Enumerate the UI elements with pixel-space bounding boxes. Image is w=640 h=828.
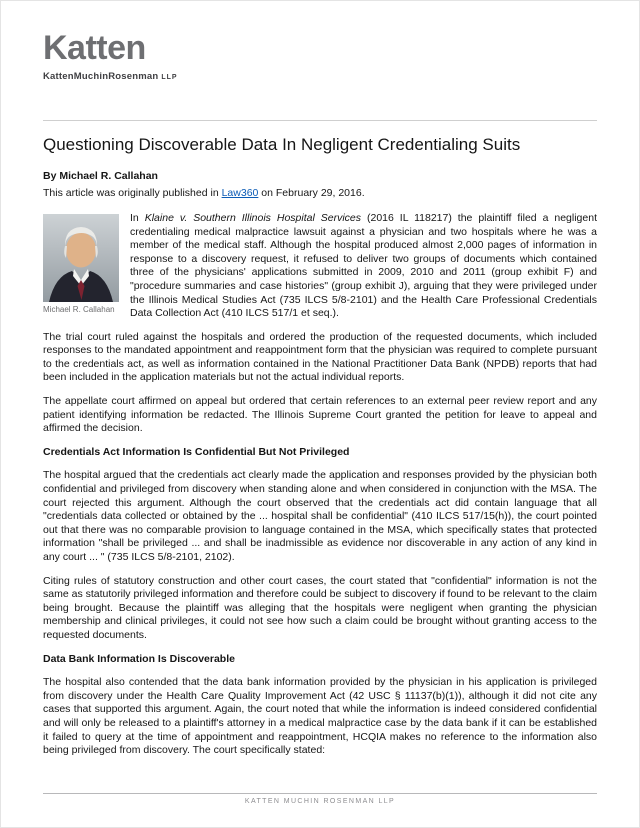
header-divider xyxy=(43,120,597,121)
case-citation: Klaine v. Southern Illinois Hospital Services xyxy=(144,211,362,224)
intro-lead: In xyxy=(130,211,145,224)
katten-logo: Katten xyxy=(43,29,146,67)
law360-link[interactable]: Law360 xyxy=(221,186,259,199)
publication-prefix: This article was originally published in xyxy=(43,186,222,199)
section-heading-data-bank: Data Bank Information Is Discoverable xyxy=(43,652,235,665)
footer-divider xyxy=(43,793,597,794)
paragraph-appellate-court: The appellate court affirmed on appeal but ordered that certain references to an external peer review report and any patient identifying information be redacted. The Illinois Supreme Court granted the petition for leave to appeal and affirmed the decision. xyxy=(43,395,597,435)
paragraph-credentials-argument: The hospital argued that the credentials act clearly made the application and responses provided by the physician both confidential and privileged from discovery when standing alone and when considered in conjunction with the MSA. The court rejected this argument. Although the court observed that the credentials act did contain language that all "credentials data collected or obtained by the ... hospital shall be confidential" (410 ILCS 517/15(h)), the court pointed out that there was no comparable provision to language contained in the MSA, which specifically states that protected information "shall be privileged ... and shall be inadmissible as evidence nor discoverable in any action of any kind in any court ... " (735 ILCS 5/8-2101, 2102). xyxy=(43,469,597,563)
katten-logo-subtext xyxy=(43,71,597,82)
author-photo xyxy=(43,214,119,302)
logo-firm-name: KattenMuchinRosenman xyxy=(43,70,159,82)
header xyxy=(43,31,597,82)
publication-note xyxy=(43,187,597,199)
footer-firm-name: KATTEN MUCHIN ROSENMAN LLP xyxy=(244,798,396,805)
paragraph-trial-court: The trial court ruled against the hospitals and ordered the production of the requested documents, which included responses to the mandated appointment and reappointment form that the physician was required to complete pursuant to the credentials act, as well as information contained in the National Practitioner Data Bank (NPDB) reports that had been included in the application materials but not the actual individual reports. xyxy=(43,330,597,384)
paragraph-data-bank: The hospital also contended that the data bank information provided by the physician in his application is privileged from discovery under the Health Care Quality Improvement Act (42 USC § 11137(b)(1)), although it did not cite any cases that supported this argument. Again, the court noted that while the information is indeed considered confidential and will only be released to a plaintiff's attorney in a medical malpractice case by the data bank if it can be established it failed to query at the time of appointment and reappointment, HCQIA makes no reference to the information also being privileged from discovery. The court specifically stated: xyxy=(43,676,597,757)
article-body xyxy=(43,212,597,758)
byline: By Michael R. Callahan xyxy=(43,169,158,182)
publication-suffix: on February 29, 2016. xyxy=(258,186,365,199)
intro-rest: (2016 IL 118217) the plaintiff filed a negligent credentialing medical malpractice lawsuit against a physician and two hospitals where he was a member of the medical staff. Although the hospital produced almost 2,000 pages of information in response to a discovery request, it refused to deliver two groups of documents which contained three of the physicians' applications submitted in 2009, 2010 and 2011 (group exhibit F) and "procedure summaries and case histories" (group exhibit J), arguing that they were privileged under the Illinois Medical Studies Act (735 ILCS 5/8-2101) and the Health Care Professional Credentials Data Collection Act (410 ILCS 517/1 et seq.). xyxy=(130,211,597,320)
author-photo-block xyxy=(43,214,119,314)
paragraph-intro xyxy=(43,212,597,321)
section-heading-credentials-act: Credentials Act Information Is Confidential But Not Privileged xyxy=(43,445,350,458)
paragraph-statutory-construction: Citing rules of statutory construction and other court cases, the court stated that "confidential" information is not the same as statutorily privileged information and therefore could be subject to discovery if found to be relevant to the claim being brought. Because the plaintiff was alleging that the hospitals were negligent when granting the physician membership and clinical privileges, it could not see how such a claim could be brought without granting access to the requested documents. xyxy=(43,574,597,641)
page-title: Questioning Discoverable Data In Negligent Credentialing Suits xyxy=(43,134,521,154)
author-photo-caption: Michael R. Callahan xyxy=(43,304,115,314)
footer xyxy=(43,793,597,805)
logo-llp: LLP xyxy=(161,73,178,81)
